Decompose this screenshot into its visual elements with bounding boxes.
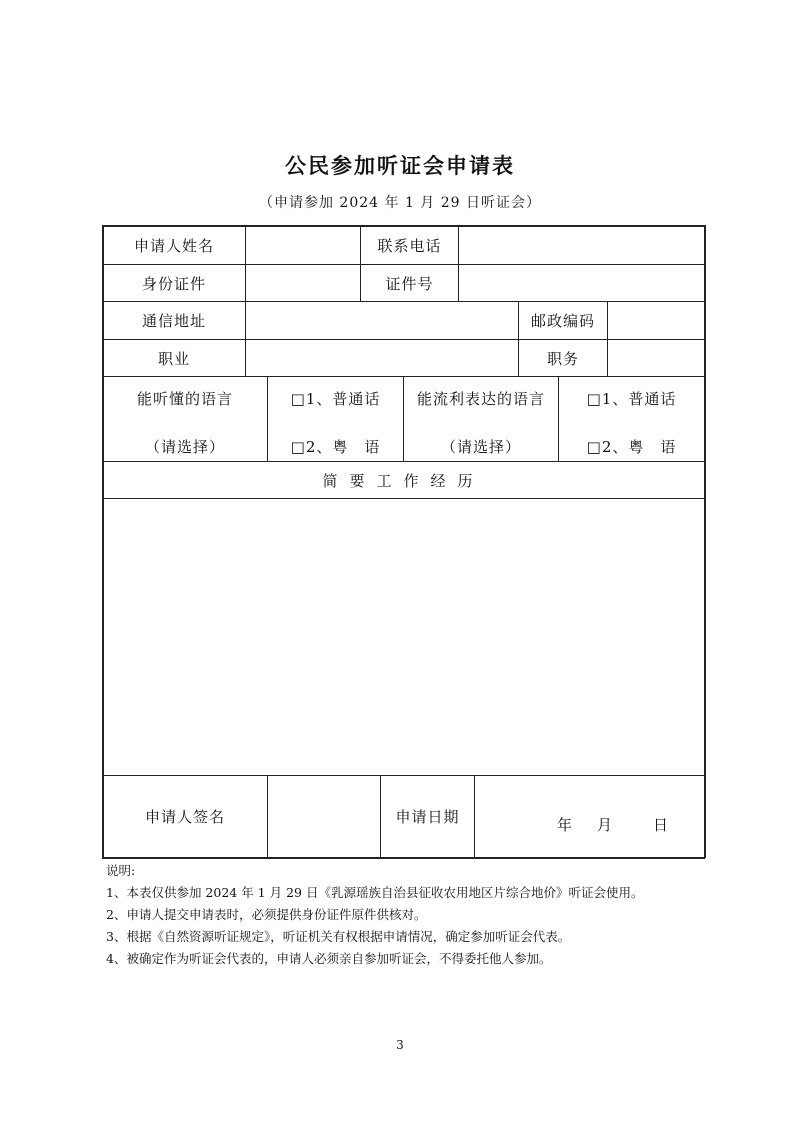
date-day: 日 bbox=[653, 816, 669, 834]
address-field[interactable] bbox=[246, 302, 518, 339]
date-label: 申请日期 bbox=[395, 808, 460, 826]
work-history-field[interactable] bbox=[103, 499, 704, 775]
position-label: 职务 bbox=[546, 349, 579, 368]
note-item: 2、申请人提交申请表时，必须提供身份证件原件供核对。 bbox=[106, 907, 427, 922]
id-type-label: 身份证件 bbox=[141, 274, 206, 293]
lang-understand-label: 能听懂的语言 bbox=[136, 389, 233, 408]
occupation-label: 职业 bbox=[157, 349, 190, 368]
note-item: 4、被确定作为听证会代表的，申请人必须亲自参加听证会，不得委托他人参加。 bbox=[106, 951, 552, 966]
note-item: 3、根据《自然资源听证规定》，听证机关有权根据申请情况，确定参加听证会代表。 bbox=[106, 929, 571, 944]
express-mandarin-checkbox[interactable]: □1、普通话 bbox=[586, 389, 677, 408]
id-type-field[interactable] bbox=[246, 265, 360, 301]
date-year: 年 bbox=[557, 816, 573, 834]
name-field[interactable] bbox=[246, 226, 360, 264]
table-border-right bbox=[704, 225, 706, 858]
date-field[interactable] bbox=[475, 776, 704, 857]
understand-cantonese-checkbox[interactable]: □2、粤 语 bbox=[290, 437, 381, 456]
note-item: 1、本表仅供参加 2024 年 1 月 29 日《乳源瑶族自治县征收农用地区片综合地价》听证会使用。 bbox=[106, 885, 644, 900]
page-number: 3 bbox=[396, 1038, 404, 1052]
form-title: 公民参加听证会申请表 bbox=[285, 153, 515, 178]
lang-express-hint: （请选择） bbox=[440, 437, 521, 456]
understand-mandarin-checkbox[interactable]: □1、普通话 bbox=[290, 389, 381, 408]
position-field[interactable] bbox=[608, 340, 704, 376]
form-subtitle: （申请参加 2024 年 1 月 29 日听证会） bbox=[258, 195, 542, 211]
name-label: 申请人姓名 bbox=[133, 236, 214, 255]
lang-understand-hint: （请选择） bbox=[144, 437, 225, 456]
postcode-field[interactable] bbox=[608, 302, 704, 339]
notes-section bbox=[106, 860, 643, 970]
occupation-field[interactable] bbox=[246, 340, 518, 376]
id-number-field[interactable] bbox=[459, 265, 704, 301]
phone-field[interactable] bbox=[459, 226, 704, 264]
id-number-label: 证件号 bbox=[385, 274, 434, 293]
signature-label: 申请人签名 bbox=[144, 808, 225, 826]
notes-heading: 说明: bbox=[106, 863, 136, 878]
phone-label: 联系电话 bbox=[377, 236, 442, 255]
lang-express-label: 能流利表达的语言 bbox=[416, 389, 545, 408]
express-cantonese-checkbox[interactable]: □2、粤 语 bbox=[586, 437, 677, 456]
work-history-label: 简要工作经历 bbox=[322, 471, 485, 490]
date-month: 月 bbox=[597, 816, 613, 834]
signature-field[interactable] bbox=[268, 776, 380, 857]
postcode-label: 邮政编码 bbox=[530, 312, 595, 330]
address-label: 通信地址 bbox=[141, 312, 206, 330]
table-border-bottom bbox=[102, 857, 705, 859]
